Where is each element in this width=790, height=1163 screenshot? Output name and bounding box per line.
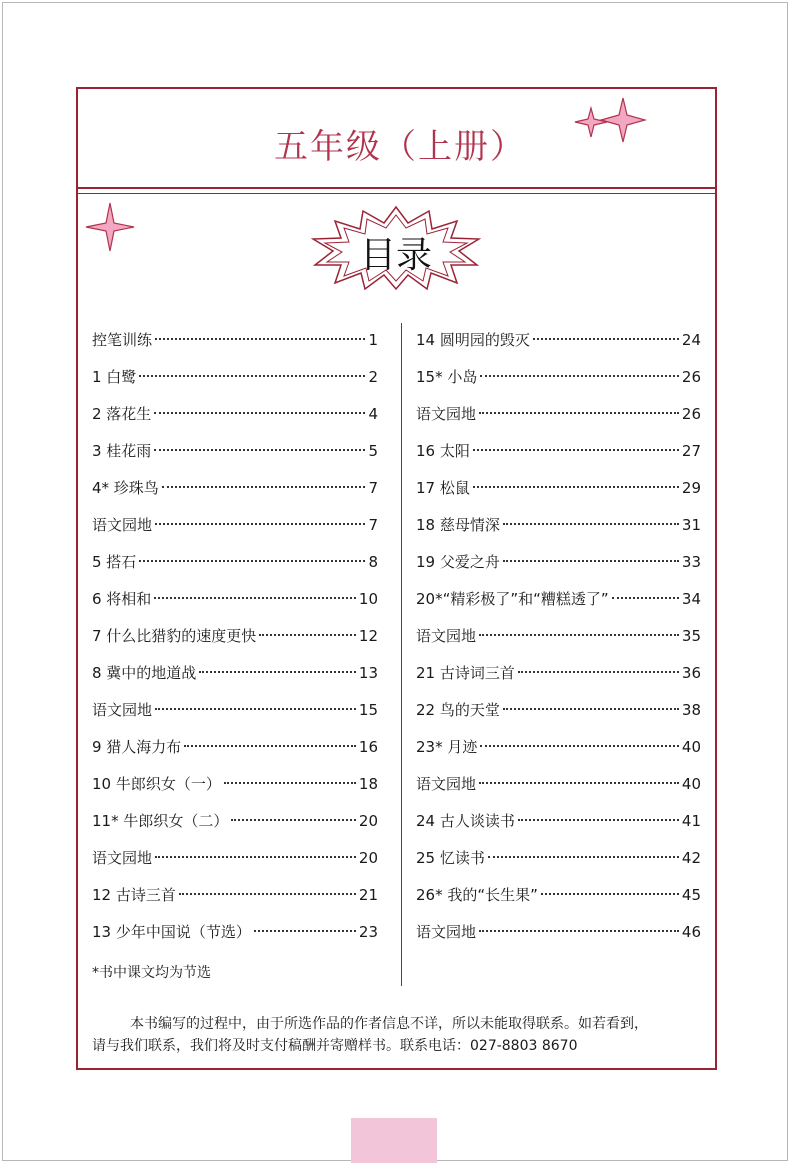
entry-page: 38	[681, 701, 701, 719]
toc-entry[interactable]	[92, 692, 378, 729]
entry-title: 5 搭石	[92, 553, 137, 571]
grade-title: 五年级（上册）	[274, 127, 526, 167]
entry-title: 23* 月迹	[416, 738, 478, 756]
entry-page: 29	[681, 479, 701, 497]
entry-page: 46	[681, 923, 701, 941]
entry-page: 2	[368, 368, 378, 386]
toc-entry[interactable]	[92, 359, 378, 396]
entry-page: 34	[681, 590, 701, 608]
sparkle-icon	[84, 201, 136, 253]
toc-badge	[311, 205, 481, 291]
content-frame	[76, 87, 717, 1070]
toc-entry[interactable]	[92, 322, 378, 359]
entry-page: 20	[358, 812, 378, 830]
entry-title: 17 松鼠	[416, 479, 470, 497]
entry-title: 语文园地	[416, 627, 477, 645]
toc-entry[interactable]	[416, 766, 701, 803]
toc-entry[interactable]	[416, 507, 701, 544]
entry-page: 8	[368, 553, 378, 571]
entry-title: 21 古诗词三首	[416, 664, 515, 682]
entry-title: 控笔训练	[92, 331, 153, 349]
entry-title: 语文园地	[416, 923, 477, 941]
toc-entry[interactable]	[92, 877, 378, 914]
toc-entry[interactable]	[92, 396, 378, 433]
toc-entry[interactable]	[92, 766, 378, 803]
dot-leader	[162, 486, 366, 488]
dot-leader	[541, 893, 679, 895]
toc-entry[interactable]	[416, 322, 701, 359]
dot-leader	[533, 338, 679, 340]
toc-entry[interactable]	[92, 433, 378, 470]
dot-leader	[473, 449, 679, 451]
entry-title: 语文园地	[92, 516, 153, 534]
dot-leader	[154, 597, 356, 599]
dot-leader	[479, 412, 679, 414]
toc-entry[interactable]	[416, 840, 701, 877]
entry-page: 16	[358, 738, 378, 756]
dot-leader	[612, 597, 679, 599]
entry-page: 42	[681, 849, 701, 867]
entry-page: 33	[681, 553, 701, 571]
dot-leader	[503, 708, 679, 710]
entry-title: 1 白鹭	[92, 368, 137, 386]
entry-page: 40	[681, 738, 701, 756]
toc-entry[interactable]	[416, 581, 701, 618]
dot-leader	[155, 708, 356, 710]
entry-page: 5	[368, 442, 378, 460]
entry-page: 12	[358, 627, 378, 645]
toc-entry[interactable]	[92, 803, 378, 840]
entry-page: 23	[358, 923, 378, 941]
entry-title: 语文园地	[416, 775, 477, 793]
dot-leader	[179, 893, 356, 895]
toc-entry[interactable]	[92, 914, 378, 951]
entry-title: 19 父爱之舟	[416, 553, 500, 571]
toc-entry[interactable]	[92, 618, 378, 655]
entry-title: 4* 珍珠鸟	[92, 479, 159, 497]
column-divider	[401, 323, 402, 986]
copyright-notice	[92, 1013, 717, 1057]
entry-title: 3 桂花雨	[92, 442, 152, 460]
entry-title: 9 猎人海力布	[92, 738, 182, 756]
dot-leader	[254, 930, 356, 932]
entry-title: 20*“精彩极了”和“糟糕透了”	[416, 590, 609, 608]
entry-page: 45	[681, 886, 701, 904]
entry-title: 语文园地	[92, 701, 153, 719]
dot-leader	[479, 782, 679, 784]
entry-title: 14 圆明园的毁灭	[416, 331, 530, 349]
dot-leader	[154, 449, 365, 451]
toc-entry[interactable]	[92, 470, 378, 507]
entry-page: 40	[681, 775, 701, 793]
dot-leader	[184, 745, 356, 747]
entry-page: 10	[358, 590, 378, 608]
header-band	[78, 89, 715, 189]
entry-title: 26* 我的“长生果”	[416, 886, 538, 904]
dot-leader	[231, 819, 356, 821]
dot-leader	[503, 523, 679, 525]
entry-title: 24 古人谈读书	[416, 812, 515, 830]
dot-leader	[199, 671, 356, 673]
entry-title: 13 少年中国说（节选）	[92, 923, 251, 941]
dot-leader	[518, 671, 679, 673]
toc-right-column	[416, 322, 701, 951]
entry-title: 2 落花生	[92, 405, 152, 423]
toc-title: 目录	[359, 235, 432, 276]
entry-title: 8 冀中的地道战	[92, 664, 197, 682]
dot-leader	[488, 856, 679, 858]
entry-title: 16 太阳	[416, 442, 470, 460]
dot-leader	[139, 560, 365, 562]
dot-leader	[473, 486, 679, 488]
toc-entry[interactable]	[92, 655, 378, 692]
header-rule-thin	[78, 193, 715, 194]
toc-left-column	[92, 322, 378, 951]
dot-leader	[139, 375, 365, 377]
entry-title: 18 慈母情深	[416, 516, 500, 534]
dot-leader	[480, 745, 679, 747]
entry-title: 12 古诗三首	[92, 886, 176, 904]
toc-entry[interactable]	[416, 359, 701, 396]
entry-page: 20	[358, 849, 378, 867]
entry-title: 15* 小岛	[416, 368, 478, 386]
page-tab-marker	[351, 1118, 437, 1163]
toc-footnote: *书中课文均为节选	[92, 965, 211, 981]
entry-page: 4	[368, 405, 378, 423]
entry-page: 24	[681, 331, 701, 349]
entry-page: 18	[358, 775, 378, 793]
entry-page: 1	[368, 331, 378, 349]
dot-leader	[154, 412, 365, 414]
entry-title: 25 忆读书	[416, 849, 485, 867]
toc-entry[interactable]	[416, 877, 701, 914]
entry-page: 7	[368, 479, 378, 497]
dot-leader	[479, 930, 679, 932]
toc-entry[interactable]	[416, 544, 701, 581]
entry-page: 31	[681, 516, 701, 534]
dot-leader	[155, 338, 365, 340]
toc-entry[interactable]	[416, 692, 701, 729]
dot-leader	[155, 856, 356, 858]
toc-entry[interactable]	[92, 581, 378, 618]
dot-leader	[480, 375, 679, 377]
toc-entry[interactable]	[416, 914, 701, 951]
dot-leader	[479, 634, 679, 636]
toc-entry[interactable]	[92, 507, 378, 544]
entry-title: 6 将相和	[92, 590, 152, 608]
entry-page: 26	[681, 368, 701, 386]
entry-page: 7	[368, 516, 378, 534]
entry-page: 21	[358, 886, 378, 904]
dot-leader	[224, 782, 356, 784]
dot-leader	[518, 819, 679, 821]
toc-entry[interactable]	[416, 803, 701, 840]
entry-title: 11* 牛郎织女（二）	[92, 812, 229, 830]
toc-entry[interactable]	[416, 729, 701, 766]
toc-entry[interactable]	[92, 840, 378, 877]
entry-page: 26	[681, 405, 701, 423]
toc-entry[interactable]	[92, 729, 378, 766]
entry-title: 7 什么比猎豹的速度更快	[92, 627, 257, 645]
entry-title: 语文园地	[92, 849, 153, 867]
toc-entry[interactable]	[92, 544, 378, 581]
entry-title: 10 牛郎织女（一）	[92, 775, 221, 793]
entry-page: 36	[681, 664, 701, 682]
sparkle-icon	[571, 96, 649, 144]
toc-entry[interactable]	[416, 470, 701, 507]
dot-leader	[155, 523, 365, 525]
entry-title: 22 鸟的天堂	[416, 701, 500, 719]
header-rule	[78, 187, 715, 189]
toc-entry[interactable]	[416, 396, 701, 433]
notice-line-1: 本书编写的过程中，由于所选作品的作者信息不详，所以未能取得联系。如若看到，	[130, 1016, 648, 1032]
entry-page: 27	[681, 442, 701, 460]
toc-entry[interactable]	[416, 433, 701, 470]
notice-line-2: 请与我们联系，我们将及时支付稿酬并寄赠样书。联系电话：027-8803 8670	[92, 1038, 578, 1054]
entry-page: 35	[681, 627, 701, 645]
toc-entry[interactable]	[416, 618, 701, 655]
entry-page: 15	[358, 701, 378, 719]
dot-leader	[259, 634, 356, 636]
entry-title: 语文园地	[416, 405, 477, 423]
entry-page: 41	[681, 812, 701, 830]
dot-leader	[503, 560, 679, 562]
entry-page: 13	[358, 664, 378, 682]
toc-entry[interactable]	[416, 655, 701, 692]
